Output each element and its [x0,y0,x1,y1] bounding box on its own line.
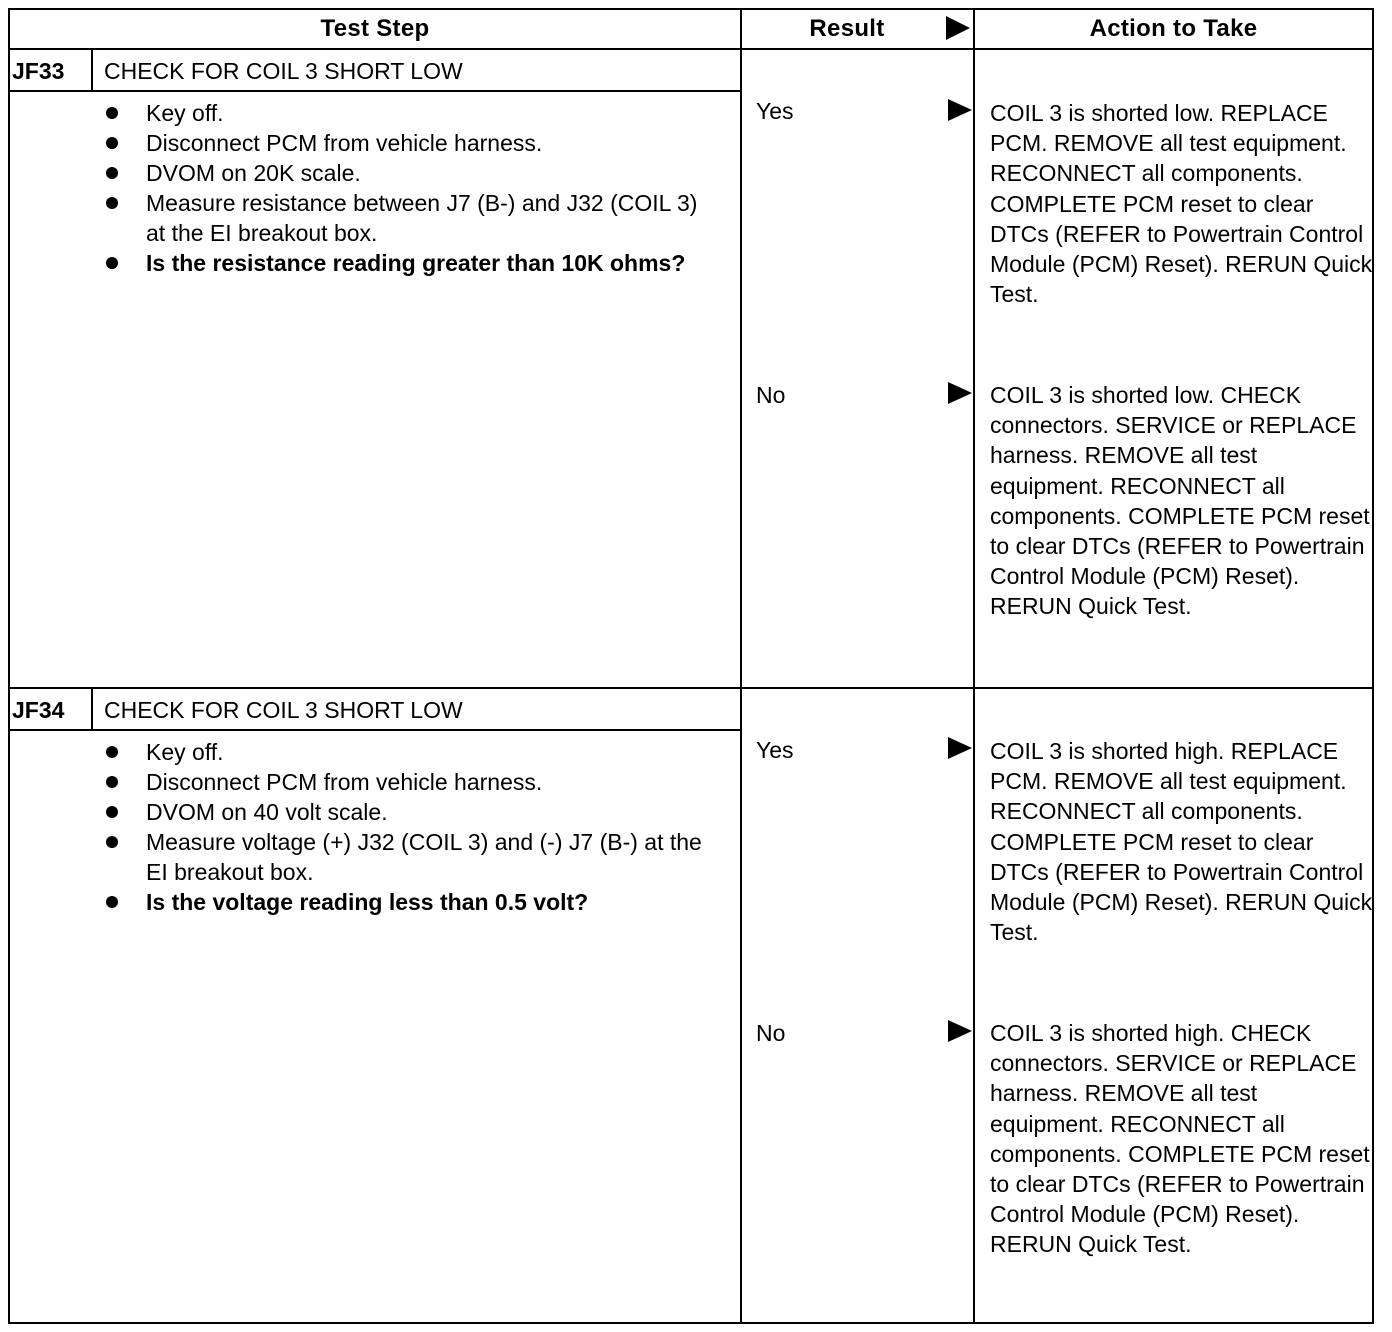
action-text: COIL 3 is shorted low. CHECK connectors. SERVICE or REPLACE harness. REMOVE all test equipment. RECONNECT all components. COMPLETE PCM reset to clear DTCs (REFER to Powertrain Control Module (PCM) Reset). RERUN Quick Test. [990,382,1370,620]
rule-left [8,8,10,1324]
rule-step1-id [91,50,93,92]
result-no: No [756,382,786,408]
result-arrow-icon [948,382,972,404]
result-yes: Yes [756,98,794,124]
header-test-step: Test Step [320,15,430,42]
rule-col-result [740,8,742,1324]
instruction-item: Measure resistance between J7 (B-) and J32 (COIL 3) at the EI breakout box. [106,188,716,248]
rule-row-divider [8,687,1374,689]
action-text: COIL 3 is shorted low. REPLACE PCM. REMOVE all test equipment. RECONNECT all components. COMPLETE PCM reset to clear DTCs (REFER to Powertrain Control Module (PCM) Reset). RERUN Quick Test. [990,100,1373,308]
rule-step2-id [91,689,93,731]
step-question: Is the voltage reading less than 0.5 volt? [106,887,716,917]
step-instructions [106,98,716,278]
rule-bottom [8,1322,1374,1324]
header-arrow-icon [946,16,970,40]
action-text: COIL 3 is shorted high. REPLACE PCM. REMOVE all test equipment. RECONNECT all components. COMPLETE PCM reset to clear DTCs (REFER to Powertrain Control Module (PCM) Reset). RERUN Quick Test. [990,738,1373,946]
header-action: Action to Take [1089,15,1258,42]
rule-col-action [973,8,975,1324]
instruction-item: DVOM on 40 volt scale. [106,797,716,827]
result-arrow-icon [948,1020,972,1042]
instruction-item: Key off. [106,98,716,128]
result-arrow-icon [948,99,972,121]
rule-step1-title [8,90,740,92]
step-title: CHECK FOR COIL 3 SHORT LOW [104,58,463,84]
step-id: JF34 [12,697,65,723]
result-no: No [756,1020,786,1046]
instruction-item: Disconnect PCM from vehicle harness. [106,767,716,797]
instruction-item: DVOM on 20K scale. [106,158,716,188]
header-result: Result [809,15,885,42]
step-id: JF33 [12,58,65,84]
step-instructions [106,737,716,917]
result-yes: Yes [756,737,794,763]
action-text: COIL 3 is shorted high. CHECK connectors. SERVICE or REPLACE harness. REMOVE all test equipment. RECONNECT all components. COMPLETE PCM reset to clear DTCs (REFER to Powertrain Control Module (PCM) Reset). RERUN Quick Test. [990,1020,1370,1258]
rule-step2-title [8,729,740,731]
instruction-item: Measure voltage (+) J32 (COIL 3) and (-) J7 (B-) at the EI breakout box. [106,827,716,887]
instruction-item: Disconnect PCM from vehicle harness. [106,128,716,158]
instruction-item: Key off. [106,737,716,767]
step-title: CHECK FOR COIL 3 SHORT LOW [104,697,463,723]
result-arrow-icon [948,737,972,759]
step-question: Is the resistance reading greater than 10K ohms? [106,248,716,278]
